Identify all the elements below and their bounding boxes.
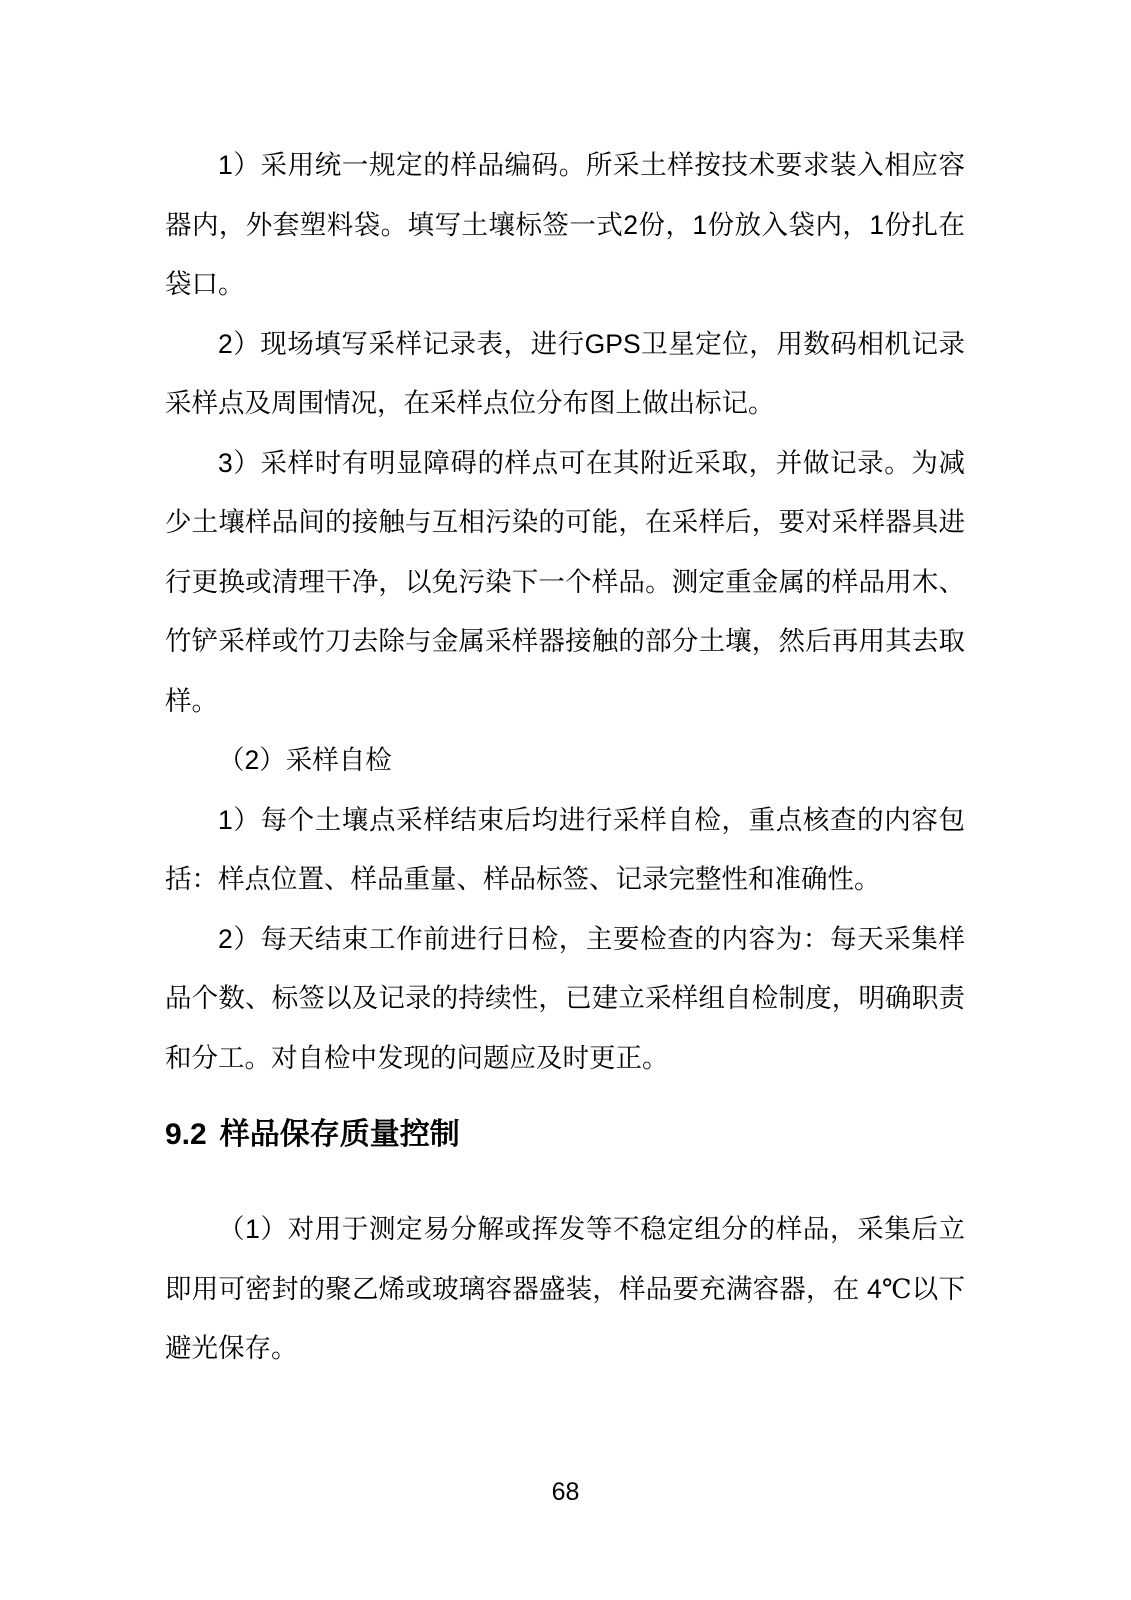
paragraph-line: （2）采样自检 — [218, 745, 392, 775]
paragraph-line: 2）每天结束工作前进行日检，主要检查的内容为：每天采集样 — [218, 923, 965, 954]
paragraph-line: 采样点及周围情况，在采样点位分布图上做出标记。 — [165, 388, 775, 418]
paragraph-line: 2）现场填写采样记录表，进行GPS卫星定位，用数码相机记录 — [218, 328, 965, 359]
paragraph-line: 袋口。 — [165, 269, 245, 299]
section-heading-number: 9.2 — [165, 1118, 207, 1151]
paragraph-line: 器内，外套塑料袋。填写土壤标签一式2份，1份放入袋内，1份扎在 — [165, 209, 965, 240]
paragraph-line: 3）采样时有明显障碍的样点可在其附近采取，并做记录。为减 — [218, 447, 965, 478]
paragraph-line: 行更换或清理干净，以免污染下一个样品。测定重金属的样品用木、 — [165, 566, 965, 597]
paragraph-line: （1）对用于测定易分解或挥发等不稳定组分的样品，采集后立 — [218, 1214, 965, 1244]
paragraph-line: 1）每个土壤点采样结束后均进行采样自检，重点核查的内容包 — [218, 804, 965, 835]
page-number: 68 — [551, 1478, 580, 1506]
paragraph-line: 竹铲采样或竹刀去除与金属采样器接触的部分土壤，然后再用其去取 — [165, 626, 965, 656]
paragraph-line: 避光保存。 — [165, 1333, 298, 1363]
paragraph-line: 和分工。对自检中发现的问题应及时更正。 — [165, 1042, 669, 1073]
paragraph-line: 括：样点位置、样品重量、样品标签、记录完整性和准确性。 — [165, 864, 881, 894]
section-heading-title: 样品保存质量控制 — [219, 1118, 460, 1151]
paragraph-line: 1）采用统一规定的样品编码。所采土样按技术要求装入相应容 — [218, 150, 965, 180]
document-body — [165, 136, 965, 1379]
paragraph-line: 品个数、标签以及记录的持续性，已建立采样组自检制度，明确职责 — [165, 983, 965, 1013]
section-heading — [165, 1088, 965, 1200]
paragraph-line: 即用可密封的聚乙烯或玻璃容器盛装，样品要充满容器，在 4℃以下 — [165, 1273, 965, 1304]
paragraph-line: 样。 — [165, 685, 218, 716]
paragraph-line: 少土壤样品间的接触与互相污染的可能，在采样后，要对采样器具进 — [165, 507, 965, 537]
